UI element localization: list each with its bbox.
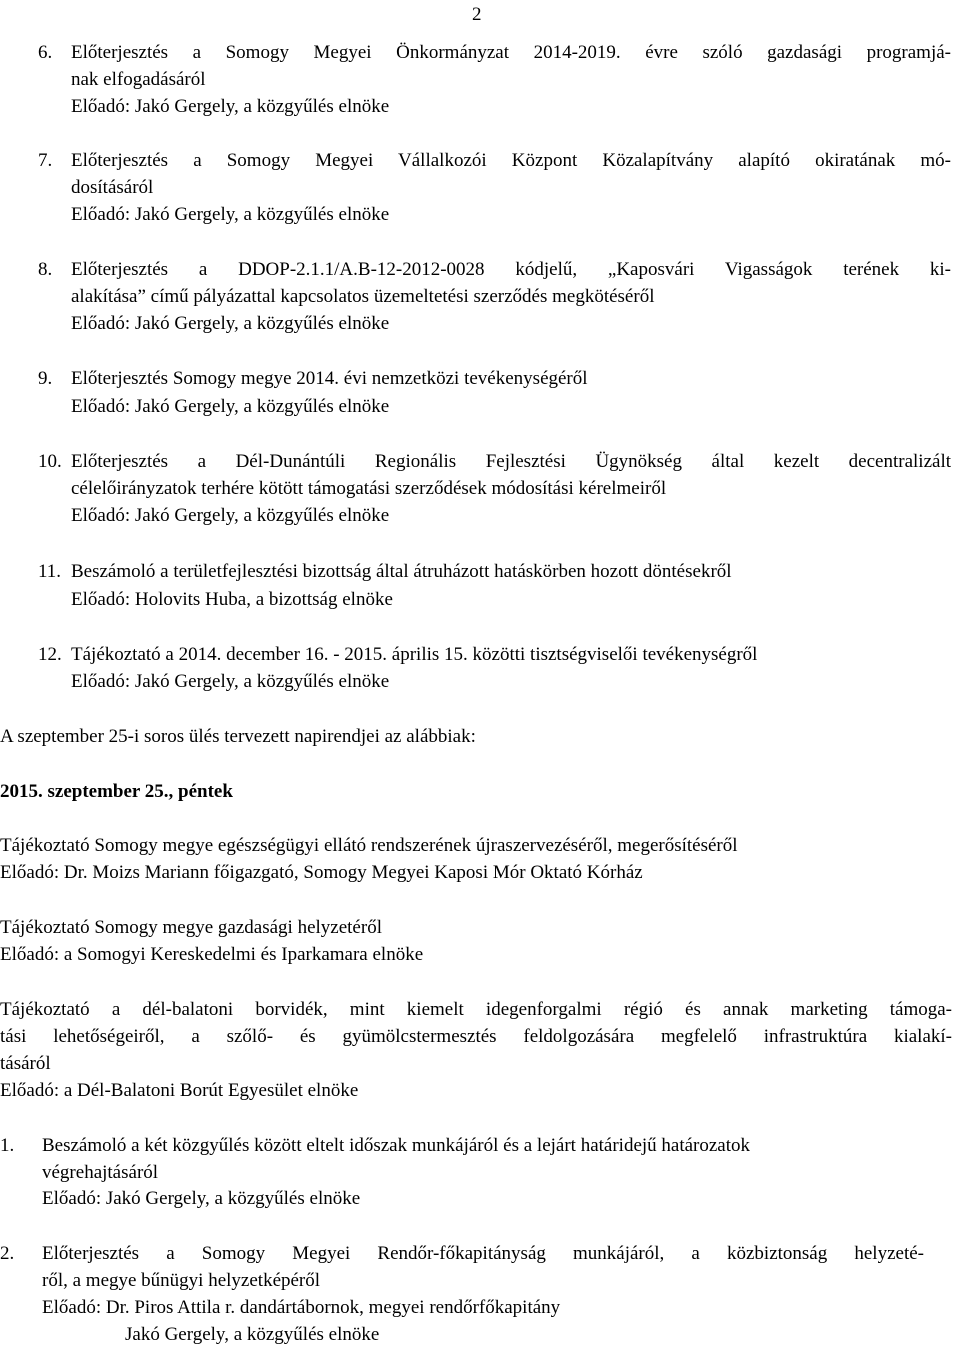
september-date-heading: 2015. szeptember 25., péntek: [0, 781, 233, 802]
info-title-line: Tájékoztató Somogy megye egészségügyi ellátó rendszerének újraszervezéséről, megerősítéséről: [0, 835, 738, 856]
info-presenter: Előadó: a Dél-Balatoni Borút Egyesület elnöke: [0, 1080, 359, 1101]
info-title-line: Tájékoztató a dél-balatoni borvidék, mint kiemelt idegenforgalmi régió és annak marketing támoga-: [0, 999, 952, 1020]
item-presenter: Előadó: Jakó Gergely, a közgyűlés elnöke: [42, 1188, 361, 1209]
item-title-line: nak elfogadásáról: [71, 69, 206, 90]
item-title-line: Előterjesztés a Somogy Megyei Vállalkozói Központ Közalapítvány alapító okiratának mó-: [71, 150, 951, 171]
item-title-line: Előterjesztés a Somogy Megyei Rendőr-főkapitányság munkájáról, a közbiztonság helyzeté-: [42, 1243, 924, 1264]
item-title-line: Előterjesztés a DDOP-2.1.1/A.B-12-2012-0028 kódjelű, „Kaposvári Vigasságok terének ki-: [71, 259, 951, 280]
september-intro: A szeptember 25-i soros ülés tervezett napirendjei az alábbiak:: [0, 726, 476, 747]
info-title-line: tásáról: [0, 1053, 51, 1074]
item-number: 10.: [38, 451, 62, 472]
info-title-line: tási lehetőségeiről, a szőlő- és gyümölcstermesztés feldolgozására megfelelő infrastruktúra kialakí-: [0, 1026, 952, 1047]
item-title-line: Beszámoló a területfejlesztési bizottság által átruházott hatáskörben hozott döntésekről: [71, 561, 732, 582]
info-presenter: Előadó: Dr. Moizs Mariann főigazgató, Somogy Megyei Kaposi Mór Oktató Kórház: [0, 862, 643, 883]
page-number: 2: [472, 4, 482, 25]
info-title-line: Tájékoztató Somogy megye gazdasági helyzetéről: [0, 917, 382, 938]
item-number: 12.: [38, 644, 62, 665]
item-title-line: alakítása” című pályázattal kapcsolatos üzemeltetési szerződés megkötéséről: [71, 286, 655, 307]
item-title-line: Tájékoztató a 2014. december 16. - 2015. április 15. közötti tisztségviselői tevékenységről: [71, 644, 758, 665]
item-presenter: Előadó: Holovits Huba, a bizottság elnöke: [71, 589, 393, 610]
item-number: 9.: [38, 368, 53, 389]
item-number: 1.: [0, 1135, 15, 1156]
item-presenter: Előadó: Jakó Gergely, a közgyűlés elnöke: [71, 313, 390, 334]
item-title-line: Előterjesztés Somogy megye 2014. évi nemzetközi tevékenységéről: [71, 368, 588, 389]
item-title-line: célelőirányzatok terhére kötött támogatási szerződések módosítási kérelmeiről: [71, 478, 667, 499]
item-presenter: Előadó: Dr. Piros Attila r. dandártábornok, megyei rendőrfőkapitány: [42, 1297, 561, 1318]
item-title-line: végrehajtásáról: [42, 1162, 159, 1183]
item-number: 8.: [38, 259, 53, 280]
item-presenter: Jakó Gergely, a közgyűlés elnöke: [125, 1324, 380, 1345]
item-title-line: Előterjesztés a Somogy Megyei Önkormányzat 2014-2019. évre szóló gazdasági programjá-: [71, 42, 951, 63]
item-presenter: Előadó: Jakó Gergely, a közgyűlés elnöke: [71, 96, 390, 117]
item-title-line: Beszámoló a két közgyűlés között eltelt időszak munkájáról és a lejárt határidejű határozatok: [42, 1135, 751, 1156]
item-title-line: dosításáról: [71, 177, 154, 198]
item-number: 6.: [38, 42, 53, 63]
item-presenter: Előadó: Jakó Gergely, a közgyűlés elnöke: [71, 396, 390, 417]
info-presenter: Előadó: a Somogyi Kereskedelmi és Iparkamara elnöke: [0, 944, 424, 965]
item-number: 2.: [0, 1243, 15, 1264]
item-presenter: Előadó: Jakó Gergely, a közgyűlés elnöke: [71, 671, 390, 692]
item-title-line: Előterjesztés a Dél-Dunántúli Regionális Fejlesztési Ügynökség által kezelt decentralizált: [71, 451, 951, 472]
item-presenter: Előadó: Jakó Gergely, a közgyűlés elnöke: [71, 204, 390, 225]
item-number: 7.: [38, 150, 53, 171]
item-title-line: ről, a megye bűnügyi helyzetképéről: [42, 1270, 321, 1291]
item-number: 11.: [38, 561, 62, 582]
item-presenter: Előadó: Jakó Gergely, a közgyűlés elnöke: [71, 505, 390, 526]
